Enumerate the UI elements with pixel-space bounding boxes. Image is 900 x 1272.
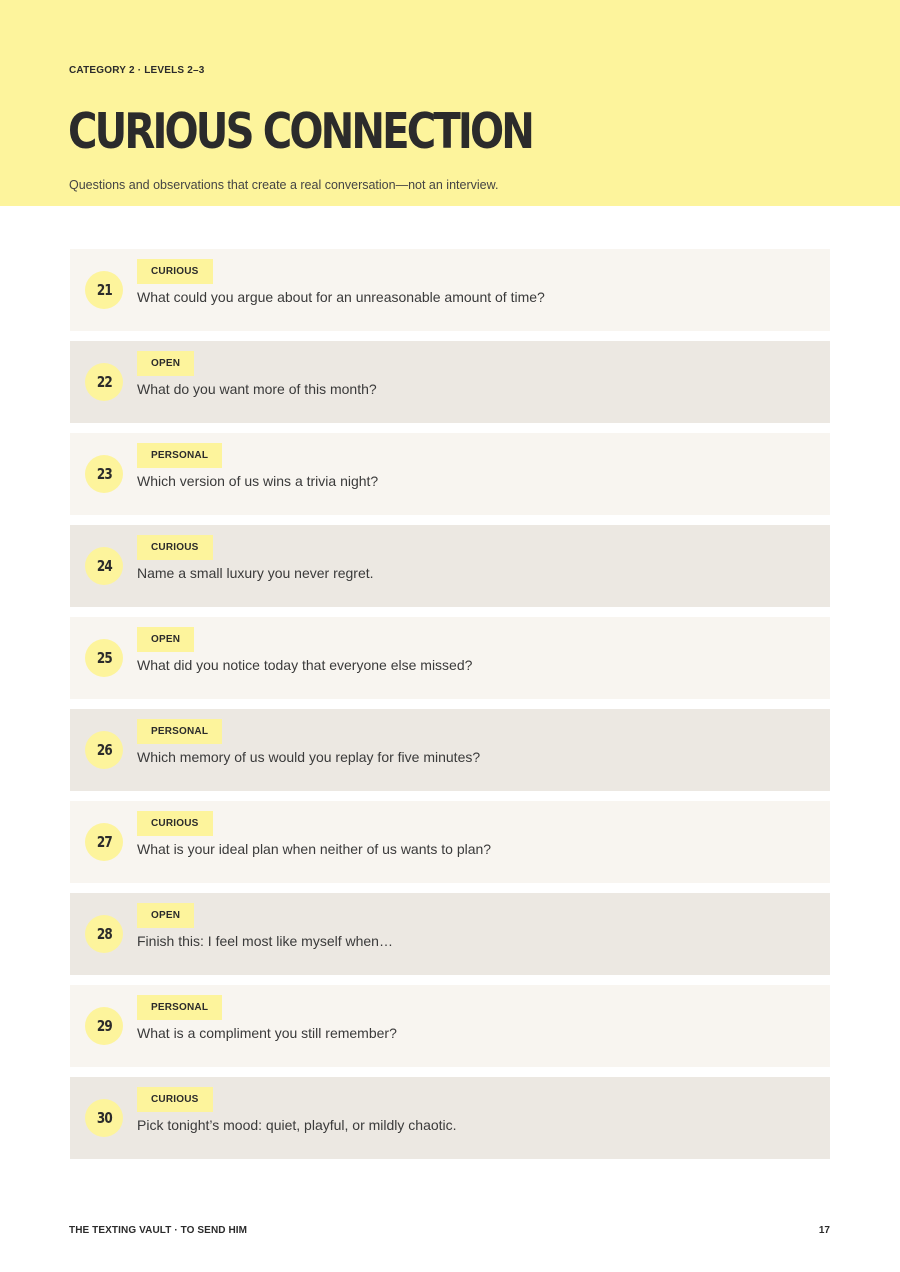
- page-title: CURIOUS CONNECTION: [68, 103, 533, 160]
- question-tag: PERSONAL: [137, 443, 222, 468]
- question-card: [70, 709, 830, 791]
- question-card: [70, 1077, 830, 1159]
- question-card: [70, 985, 830, 1067]
- question-list: [70, 249, 830, 1169]
- question-card: [70, 893, 830, 975]
- header-band: [0, 0, 900, 206]
- question-tag: OPEN: [137, 627, 194, 652]
- question-tag: CURIOUS: [137, 811, 213, 836]
- question-tag: OPEN: [137, 903, 194, 928]
- question-text: Which memory of us would you replay for five minutes?: [137, 749, 481, 765]
- question-number-badge: 21: [85, 271, 123, 309]
- question-text: What do you want more of this month?: [137, 381, 377, 397]
- question-number-badge: 30: [85, 1099, 123, 1137]
- question-tag: CURIOUS: [137, 535, 213, 560]
- question-text: Finish this: I feel most like myself when…: [137, 933, 393, 949]
- question-card: [70, 341, 830, 423]
- question-card: [70, 801, 830, 883]
- question-text: What is a compliment you still remember?: [137, 1025, 397, 1041]
- question-tag: PERSONAL: [137, 719, 222, 744]
- question-text: What is your ideal plan when neither of us wants to plan?: [137, 841, 492, 857]
- category-eyebrow: CATEGORY 2 · LEVELS 2–3: [69, 65, 205, 76]
- page-number: 17: [818, 1225, 830, 1236]
- question-text: Which version of us wins a trivia night?: [137, 473, 379, 489]
- question-text: Name a small luxury you never regret.: [137, 565, 374, 581]
- question-number-badge: 28: [85, 915, 123, 953]
- question-text: What could you argue about for an unreasonable amount of time?: [137, 289, 545, 305]
- question-text: Pick tonight’s mood: quiet, playful, or mildly chaotic.: [137, 1117, 457, 1133]
- question-tag: OPEN: [137, 351, 194, 376]
- question-tag: CURIOUS: [137, 1087, 213, 1112]
- question-card: [70, 525, 830, 607]
- question-tag: CURIOUS: [137, 259, 213, 284]
- question-number-badge: 23: [85, 455, 123, 493]
- question-number-badge: 26: [85, 731, 123, 769]
- question-number-badge: 22: [85, 363, 123, 401]
- question-number-badge: 29: [85, 1007, 123, 1045]
- page-subtitle: Questions and observations that create a real conversation—not an interview.: [69, 178, 499, 192]
- question-text: What did you notice today that everyone else missed?: [137, 657, 473, 673]
- question-card: [70, 433, 830, 515]
- footer-book-title: THE TEXTING VAULT · TO SEND HIM: [69, 1225, 248, 1236]
- question-number-badge: 27: [85, 823, 123, 861]
- question-number-badge: 25: [85, 639, 123, 677]
- question-number-badge: 24: [85, 547, 123, 585]
- question-card: [70, 617, 830, 699]
- question-tag: PERSONAL: [137, 995, 222, 1020]
- question-card: [70, 249, 830, 331]
